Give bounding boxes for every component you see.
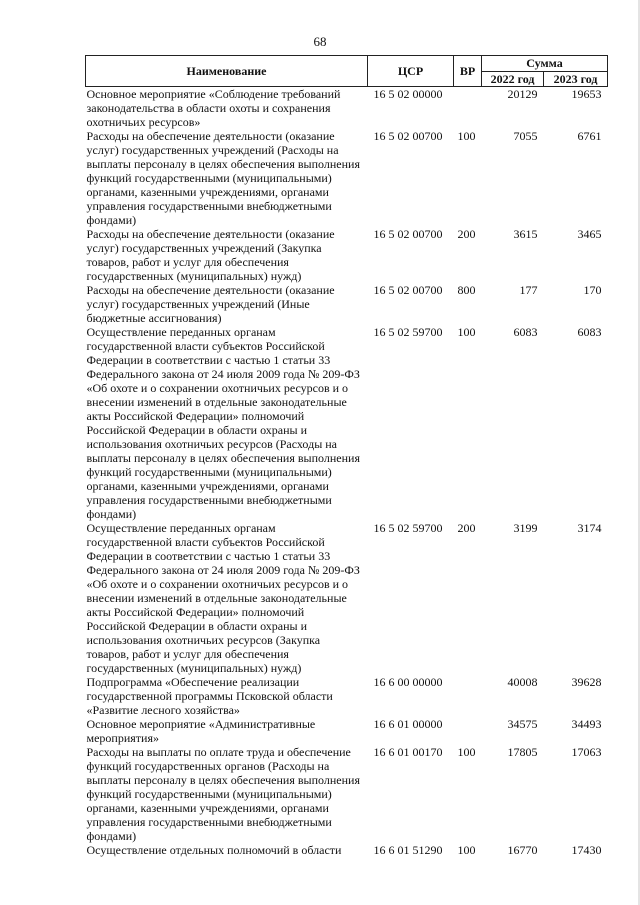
cell-vr: 200	[457, 227, 476, 241]
cell-2022: 6083	[513, 325, 538, 339]
cell-2022: 20129	[507, 87, 538, 101]
header-sum: Сумма	[482, 56, 608, 72]
header-year-2023: 2023 год	[544, 71, 608, 87]
cell-name: Подпрограмма «Обеспечение реализации государственной программы Псковской области «Развитие лесного хозяйства»	[86, 675, 333, 717]
header-vr: ВР	[454, 56, 482, 87]
cell-2023: 19653	[571, 87, 602, 101]
table-row	[86, 283, 608, 325]
table-body	[86, 87, 608, 858]
table-row	[86, 745, 608, 843]
table-header	[86, 56, 608, 87]
cell-2023: 6761	[577, 129, 602, 143]
cell-name: Расходы на обеспечение деятельности (оказание услуг) государственных учреждений (Расходы на выплаты персоналу в целях обеспечения выполнения функций государственными (муниципальными) органами, казенными учреждениями, органами управления государственными внебюджетными фондами)	[86, 129, 360, 227]
cell-name: Расходы на выплаты по оплате труда и обеспечение функций государственных органов (Расходы на выплаты персоналу в целях обеспечения выполнения функций государственными (муниципальными) органами, казенными учреждениями, органами управления государственными внебюджетными фондами)	[86, 745, 360, 843]
cell-2023: 3465	[577, 227, 602, 241]
cell-vr	[454, 717, 482, 745]
cell-2022: 3615	[513, 227, 538, 241]
cell-2023: 34493	[571, 717, 602, 731]
cell-csr: 16 5 02 00700	[373, 129, 443, 143]
table-row	[86, 717, 608, 745]
table-row	[86, 675, 608, 717]
page-number: 68	[313, 34, 327, 49]
cell-2022: 177	[519, 283, 538, 297]
table-row	[86, 843, 608, 857]
cell-vr: 800	[457, 283, 476, 297]
cell-csr: 16 5 02 00700	[373, 283, 443, 297]
table-row	[86, 227, 608, 283]
cell-name: Расходы на обеспечение деятельности (оказание услуг) государственных учреждений (Закупка товаров, работ и услуг для обеспечения государственных (муниципальных) нужд)	[86, 227, 335, 283]
cell-2023: 3174	[577, 521, 602, 535]
cell-name: Осуществление переданных органам государственной власти субъектов Российской Федерации в соответствии с частью 1 статьи 33 Федерального закона от 24 июля 2009 года № 209-ФЗ «Об охоте и о сохранении охотничьих ресурсов и о внесении изменений в отдельные законодательные акты Российской Федерации» полномочий Российской Федерации в области охраны и использования охотничьих ресурсов (Закупка товаров, работ и услуг для обеспечения государственных (муниципальных) нужд)	[86, 521, 360, 675]
table-row	[86, 129, 608, 227]
budget-table-wrapper	[85, 55, 607, 857]
table-row	[86, 87, 608, 130]
cell-vr: 100	[457, 745, 476, 759]
cell-csr: 16 6 01 00170	[373, 745, 443, 759]
table-row	[86, 521, 608, 675]
cell-2022: 16770	[507, 843, 538, 857]
cell-csr: 16 5 02 00000	[373, 87, 443, 101]
cell-name: Основное мероприятие «Соблюдение требований законодательства в области охоты и сохранения охотничьих ресурсов»	[86, 87, 341, 129]
cell-2022: 7055	[513, 129, 538, 143]
cell-name: Осуществление отдельных полномочий в области	[86, 843, 342, 857]
header-year-2022: 2022 год	[482, 71, 544, 87]
cell-csr: 16 6 01 00000	[373, 717, 443, 731]
cell-2023: 6083	[577, 325, 602, 339]
cell-vr: 100	[457, 843, 476, 857]
cell-csr: 16 6 00 00000	[373, 675, 443, 689]
cell-name: Основное мероприятие «Административные мероприятия»	[86, 717, 316, 745]
header-csr: ЦСР	[368, 56, 454, 87]
cell-2023: 17063	[571, 745, 602, 759]
cell-2022: 3199	[513, 521, 538, 535]
cell-csr: 16 5 02 59700	[373, 521, 443, 535]
cell-2023: 17430	[571, 843, 602, 857]
cell-vr	[454, 675, 482, 717]
cell-vr	[454, 87, 482, 130]
cell-2023: 170	[583, 283, 602, 297]
cell-2022: 34575	[507, 717, 538, 731]
cell-name: Расходы на обеспечение деятельности (оказание услуг) государственных учреждений (Иные бюджетные ассигнования)	[86, 283, 335, 325]
cell-2023: 39628	[571, 675, 602, 689]
budget-table	[85, 55, 608, 857]
cell-2022: 17805	[507, 745, 538, 759]
cell-csr: 16 5 02 00700	[373, 227, 443, 241]
cell-vr: 100	[457, 325, 476, 339]
header-name: Наименование	[86, 56, 368, 87]
cell-vr: 200	[457, 521, 476, 535]
cell-vr: 100	[457, 129, 476, 143]
table-row	[86, 325, 608, 521]
cell-2022: 40008	[507, 675, 538, 689]
cell-csr: 16 6 01 51290	[373, 843, 443, 857]
cell-name: Осуществление переданных органам государственной власти субъектов Российской Федерации в соответствии с частью 1 статьи 33 Федерального закона от 24 июля 2009 года № 209-ФЗ «Об охоте и о сохранении охотничьих ресурсов и о внесении изменений в отдельные законодательные акты Российской Федерации» полномочий Российской Федерации в области охраны и использования охотничьих ресурсов (Расходы на выплаты персоналу в целях обеспечения выполнения функций государственными (муниципальными) органами, казенными учреждениями, органами управления государственными внебюджетными фондами)	[86, 325, 360, 521]
cell-csr: 16 5 02 59700	[373, 325, 443, 339]
